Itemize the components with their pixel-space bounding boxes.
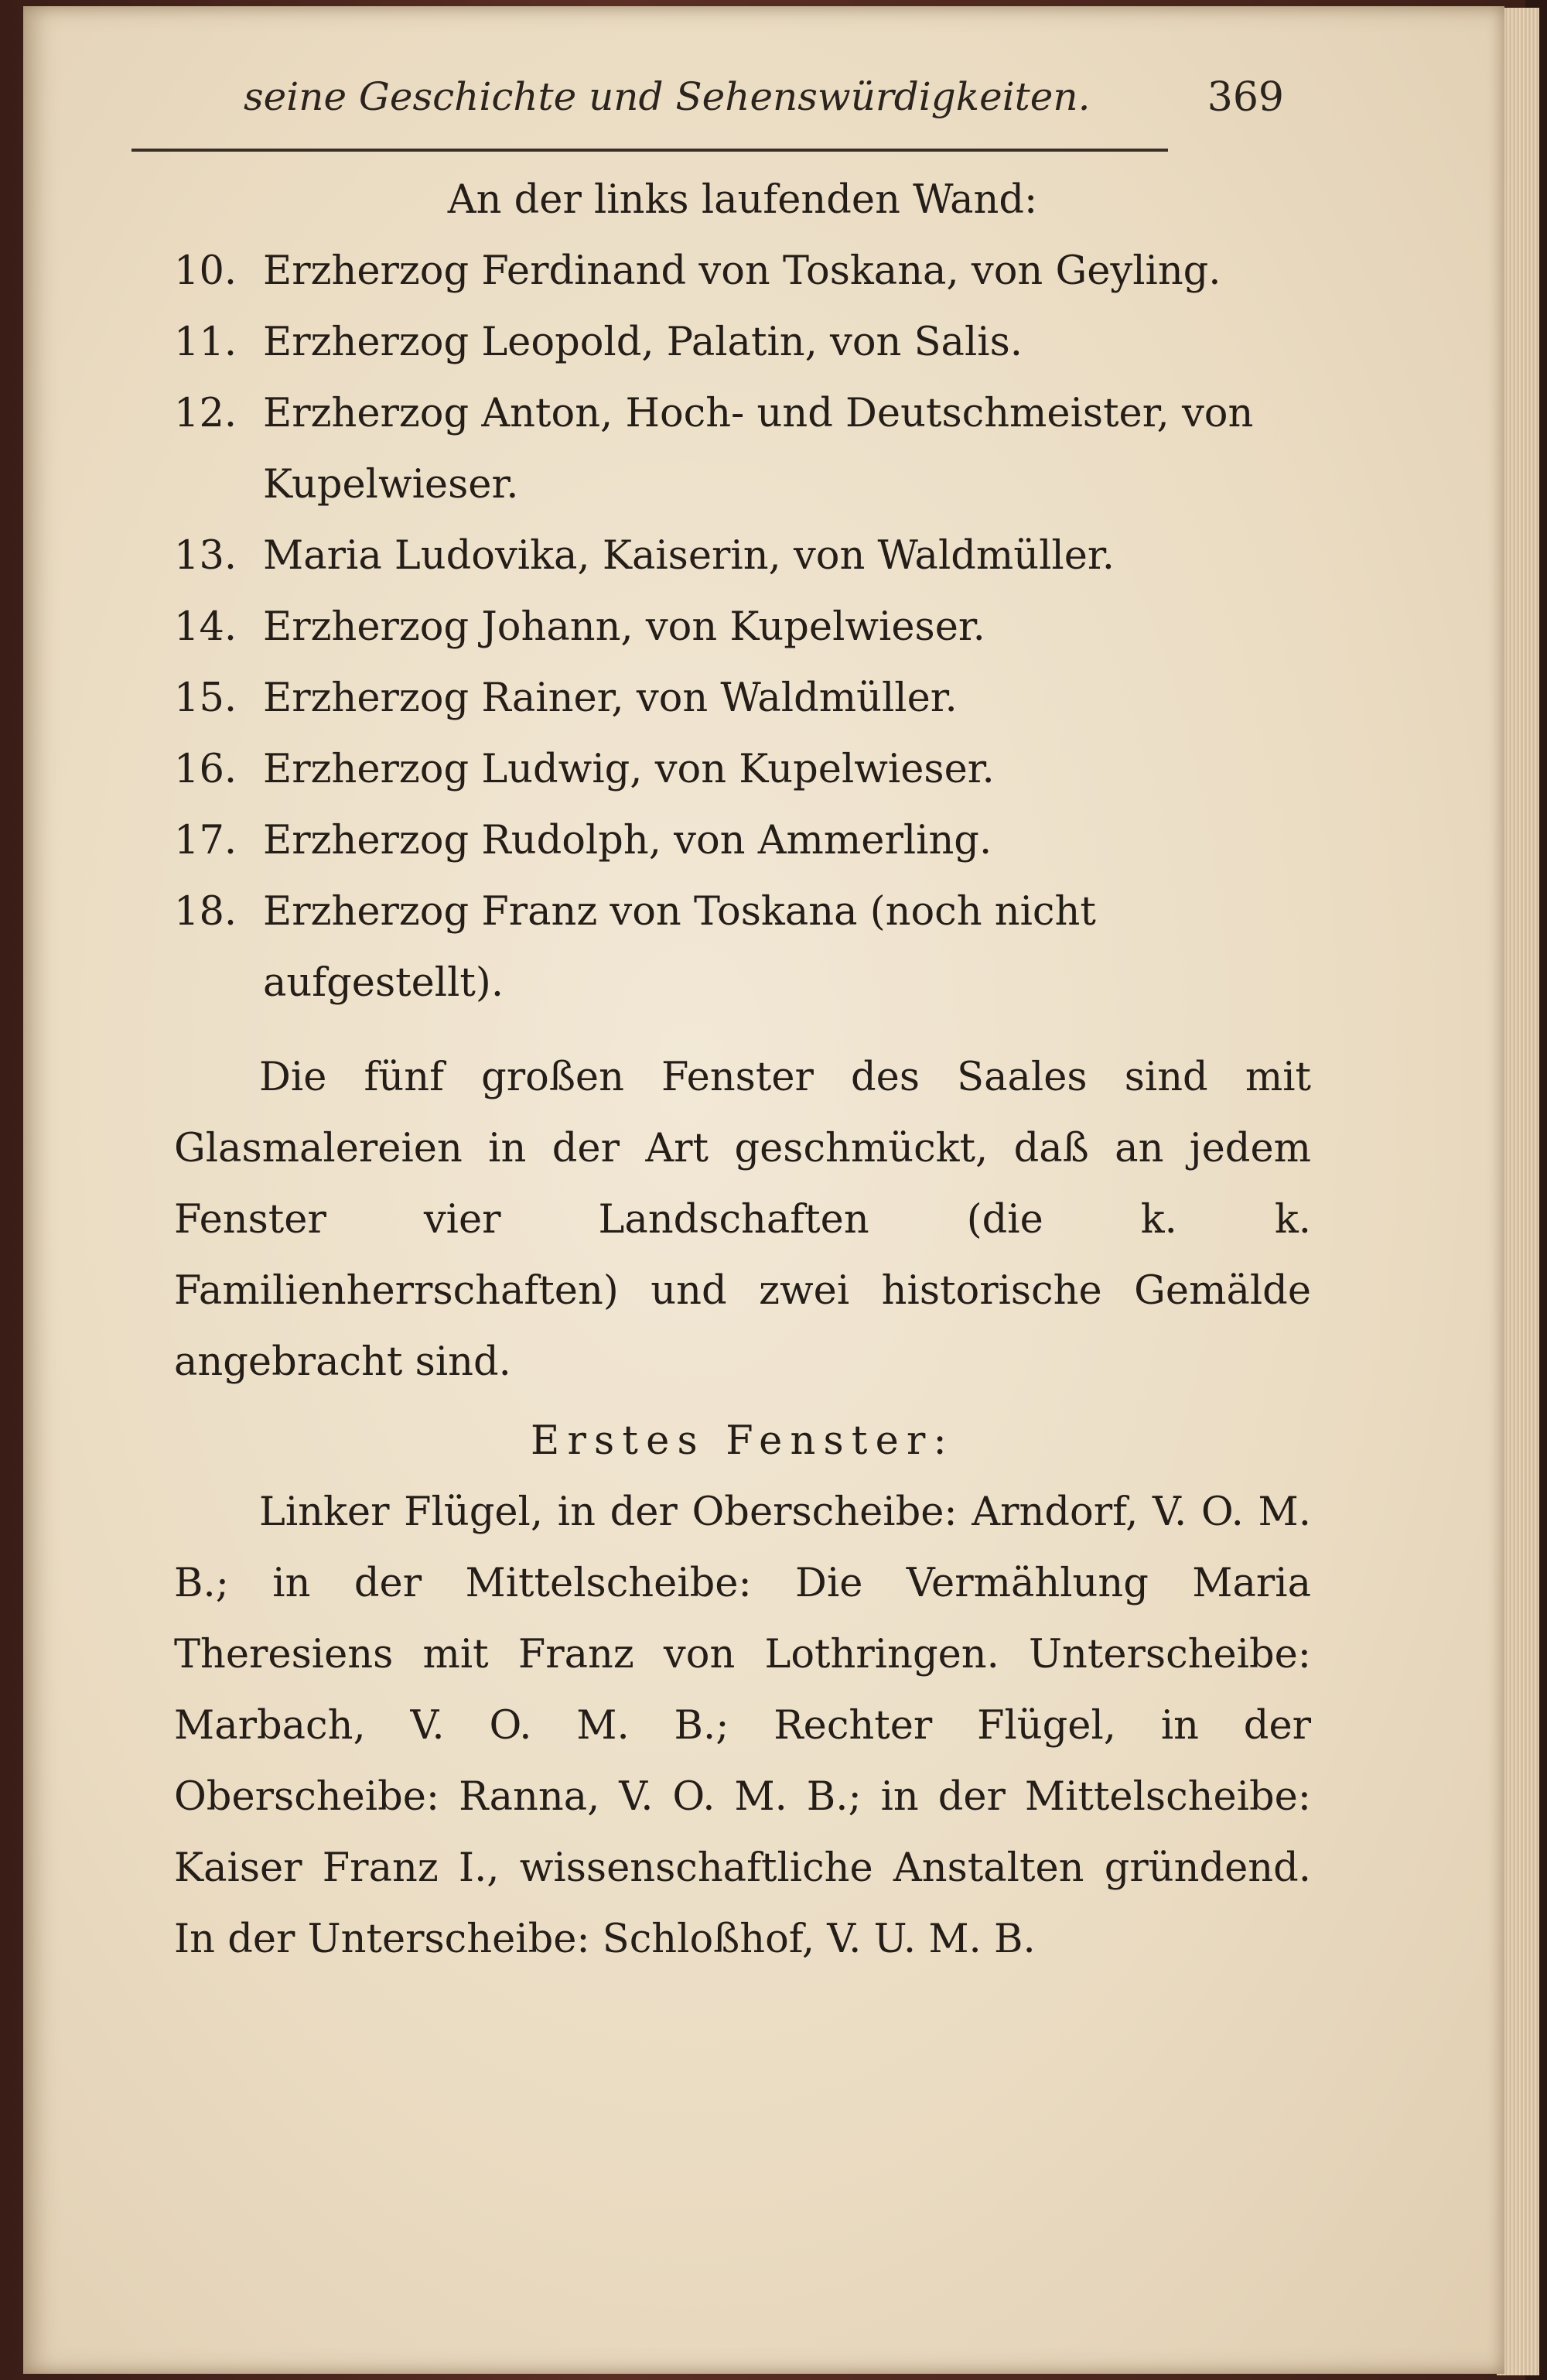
windows-paragraph: Die fünf großen Fenster des Saales sind mit Glasmalereien in der Art geschmückt, daß an jedem Fenster vier Landschaften (die k. k. Familienherrschaften) und zwei historische Gemälde angebracht sind. [174, 1055, 1311, 1385]
page-header [131, 74, 1284, 152]
entry-text: Erzherzog Ferdinand von Toskana, von Geyling. [263, 248, 1221, 294]
book-page [23, 6, 1504, 2374]
running-head: seine Geschichte und Sehenswürdigkeiten. [244, 74, 1091, 119]
header-rule [131, 149, 1168, 152]
entry-number: 15. [174, 675, 237, 721]
entry-text: Erzherzog Leopold, Palatin, von Salis. [263, 320, 1023, 365]
entry-text: Erzherzog Rudolph, von Ammerling. [263, 818, 992, 863]
entry-text: Erzherzog Franz von Toskana (noch nicht aufgestellt). [263, 889, 1096, 1006]
entry-number: 13. [174, 533, 237, 579]
entry-number: 12. [174, 391, 237, 436]
entry-13 [174, 521, 1311, 592]
entry-12 [174, 378, 1311, 521]
page-body [174, 165, 1311, 1975]
entry-10 [174, 236, 1311, 307]
entry-17 [174, 805, 1311, 877]
entry-number: 11. [174, 320, 237, 365]
entry-18 [174, 877, 1311, 1019]
entry-number: 16. [174, 747, 237, 792]
entry-text: Erzherzog Ludwig, von Kupelwieser. [263, 747, 995, 792]
entry-14 [174, 592, 1311, 663]
page-number: 369 [1207, 74, 1284, 121]
entry-16 [174, 734, 1311, 805]
wall-heading: An der links laufenden Wand: [447, 177, 1038, 223]
entry-text: Erzherzog Johann, von Kupelwieser. [263, 604, 985, 650]
entry-number: 17. [174, 818, 237, 863]
entry-number: 10. [174, 248, 237, 294]
entry-15 [174, 663, 1311, 734]
first-window-heading: Erstes Fenster: [531, 1418, 954, 1464]
entry-text: Erzherzog Rainer, von Waldmüller. [263, 675, 958, 721]
entry-number: 18. [174, 889, 237, 935]
entry-11 [174, 307, 1311, 378]
entry-number: 14. [174, 604, 237, 650]
first-window-paragraph: Linker Flügel, in der Oberscheibe: Arndorf, V. O. M. B.; in der Mittelscheibe: Die Vermählung Maria Theresiens mit Franz von Lothringen. Unterscheibe: Marbach, V. O. M. B.; Rechter Flügel, in der Oberscheibe: Ranna, V. O. M. B.; in der Mittelscheibe: Kaiser Franz I., wissenschaftliche Anstalten gründend. In der Unterscheibe: Schloßhof, V. U. M. B. [174, 1489, 1311, 1962]
entry-text: Erzherzog Anton, Hoch- und Deutschmeister, von Kupelwieser. [263, 391, 1254, 508]
entry-text: Maria Ludovika, Kaiserin, von Waldmüller. [263, 533, 1115, 579]
